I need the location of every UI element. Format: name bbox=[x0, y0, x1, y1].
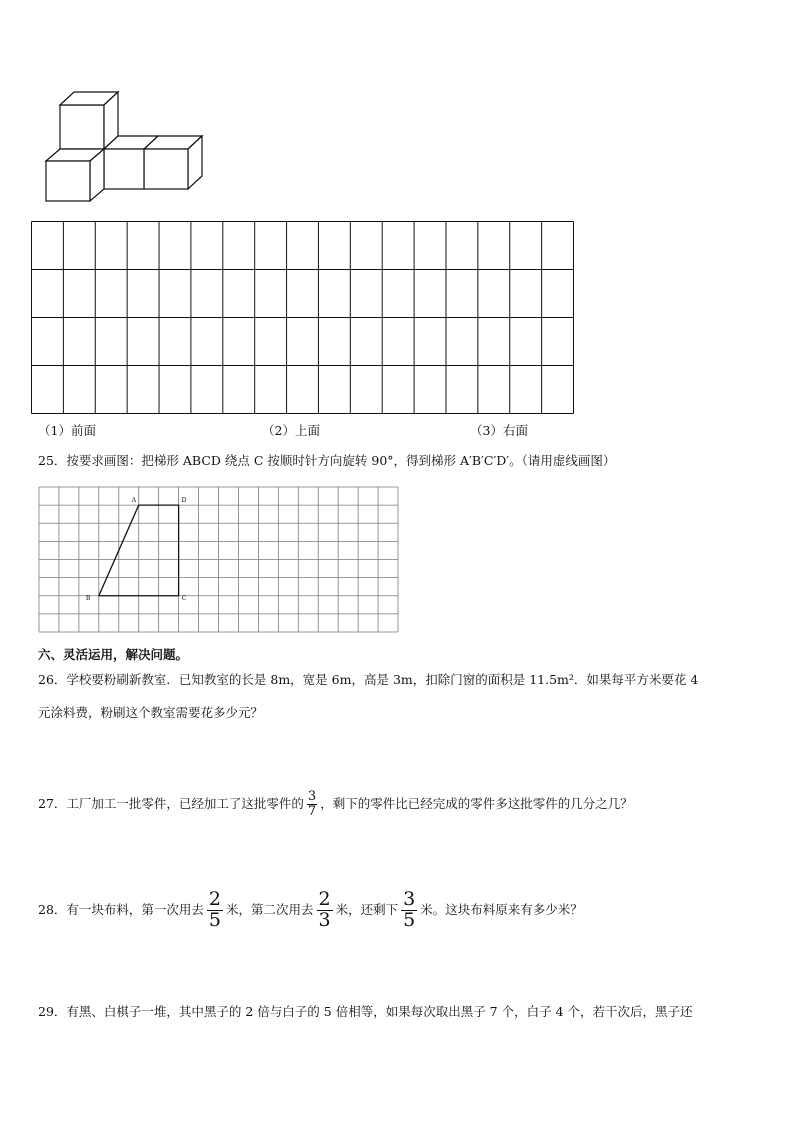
fraction-denominator: 3 bbox=[318, 908, 331, 931]
question-28-part1: 28．有一块布料，第一次用去 bbox=[38, 902, 204, 918]
question-28-fraction-2 bbox=[317, 890, 333, 931]
vertex-label-d: D bbox=[181, 497, 187, 505]
trapezoid-grid[interactable] bbox=[38, 486, 400, 634]
vertex-label-a: A bbox=[131, 497, 137, 505]
fraction-numerator: 2 bbox=[208, 888, 222, 910]
fraction-denominator: 5 bbox=[208, 908, 222, 931]
vertex-label-c: C bbox=[181, 594, 187, 602]
question-27-after: ，剩下的零件比已经完成的零件多这批零件的几分之几？ bbox=[320, 796, 633, 812]
fraction-denominator: 5 bbox=[403, 908, 416, 931]
question-27-before: 27．工厂加工一批零件，已经加工了这批零件的 bbox=[38, 796, 304, 812]
fraction-numerator: 3 bbox=[403, 888, 416, 910]
question-28-fraction-1 bbox=[207, 890, 223, 931]
fraction-numerator: 2 bbox=[318, 888, 331, 910]
fraction-numerator: 3 bbox=[307, 789, 317, 804]
question-28-part2: 米，第二次用去 bbox=[226, 902, 314, 918]
section-6-title: 六、灵活运用，解决问题。 bbox=[38, 647, 189, 662]
question-27-fraction bbox=[307, 790, 317, 818]
question-29-line1: 29．有黑、白棋子一堆，其中黑子的 2 倍与白子的 5 倍相等，如果每次取出黑子 7 个，白子 4 个，若干次后，黑子还 bbox=[38, 1004, 693, 1019]
question-26-line1: 26．学校要粉刷新教室．已知教室的长是 8m，宽是 6m，高是 3m，扣除门窗的面积是 11.5m²．如果每平方米要花 4 bbox=[38, 672, 699, 687]
view-label-front: （1）前面 bbox=[38, 423, 96, 438]
cube-arrangement-figure bbox=[40, 88, 210, 208]
question-28-part4: 米。这块布料原来有多少米？ bbox=[420, 902, 583, 918]
question-28 bbox=[38, 890, 583, 931]
question-28-fraction-3 bbox=[401, 890, 417, 931]
view-label-right: （3）右面 bbox=[470, 423, 528, 438]
question-26-line2: 元涂料费，粉刷这个教室需要花多少元？ bbox=[38, 705, 264, 720]
question-27 bbox=[38, 790, 633, 818]
vertex-label-b: B bbox=[85, 594, 91, 602]
question-28-part3: 米，还剩下 bbox=[335, 902, 399, 918]
view-drawing-grid[interactable] bbox=[30, 220, 575, 416]
fraction-denominator: 7 bbox=[307, 803, 317, 819]
view-label-top: （2）上面 bbox=[262, 423, 320, 438]
question-25-text: 25．按要求画图：把梯形 ABCD 绕点 C 按顺时针方向旋转 90°，得到梯形 A′B′C′D′。（请用虚线画图） bbox=[38, 453, 616, 468]
